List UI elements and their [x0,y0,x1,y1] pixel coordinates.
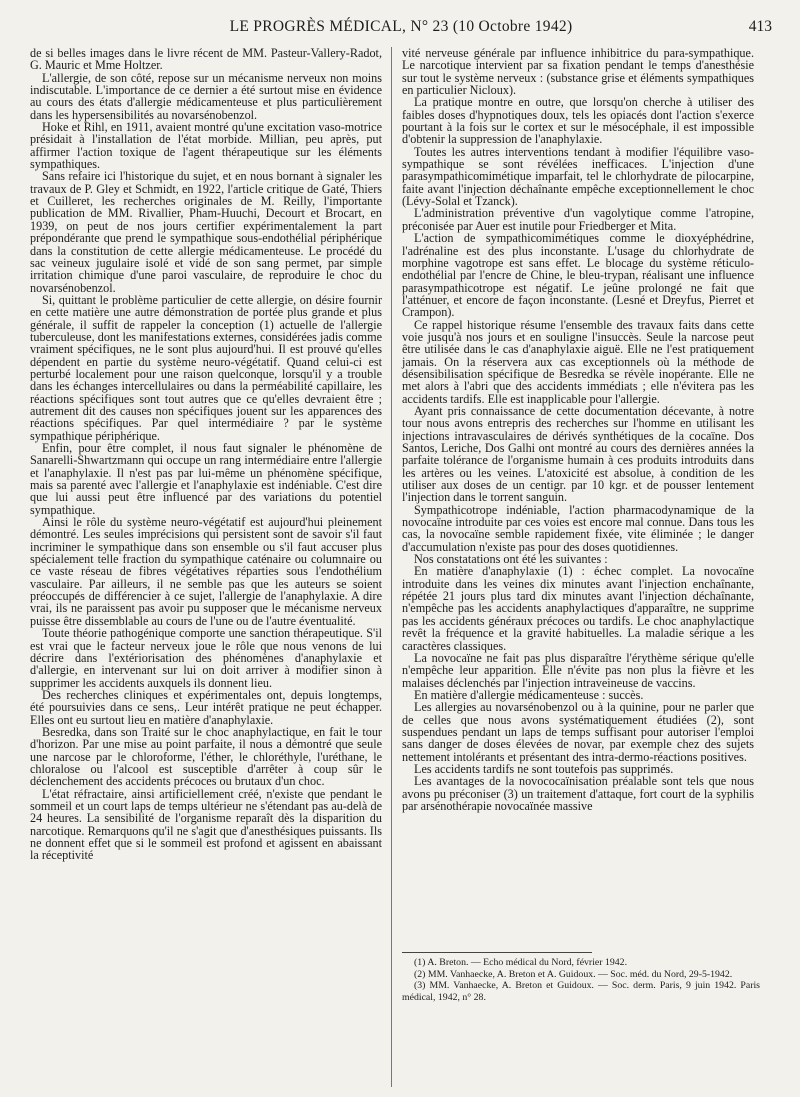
footnotes [402,957,760,1003]
paragraph: L'action de sympathicomimétiques comme le dioxyéphédrine, l'adrénaline est des plus inconstante. L'usage du chlorhydrate de morphine vagotrope est sans effet. Le blocage du système réticulo-endothélial par l'encre de Chine, le bleu-trypan, réalisant une influence parasympathicotrope est négatif. Le jeûne prolongé ne fait que l'atténuer, et encore de façon inconstante. (Lesné et Dreyfus, Pierret et Crampon). [402,231,754,320]
paragraph: Ce rappel historique résume l'ensemble des travaux faits dans cette voie jusqu'à nos jours et en souligne l'insuccès. Seule la narcose peut être utilisée dans le cas d'anaphylaxie aiguë. Elle ne l'est pratiquement jamais. On la réservera aux cas exceptionnels où la méthode de désensibilisation spécifique de Besredka se révèle inopérante. Elle ne met alors à l'abri que des accidents immédiats ; elle n'évitera pas les accidents tardifs. Elle est inapplicable pour l'allergie. [402,317,754,406]
paragraph: La pratique montre en outre, que lorsqu'on cherche à utiliser des faibles doses d'hypnotiques doux, tels les opiacés dont l'action s'exerce pourtant à la fois sur le cortex et sur le mésocéphale, il est impossible d'obtenir la suppression de l'anaphylaxie. [402,95,754,147]
paragraph: Nos constatations ont été les suivantes : [414,552,608,567]
paragraph: Toutes les autres interventions tendant à modifier l'équilibre vaso-sympathique se sont révélées inefficaces. L'injection d'une parasympathicomimétique imparfait, tel le chlorhydrate de pilocarpine, faite avant l'injection déchaînante empêche exceptionnellement le choc (Lévy-Solal et Tzanck). [402,144,754,209]
paragraph: En matière d'anaphylaxie (1) : échec complet. La novocaïne introduite dans les veines dix minutes avant l'injection enchaînante, répétée 21 jours plus tard dix minutes avant l'injection déchaînante, n'empêche pas les accidents anaphylactiques d'apparaître, ne supprime pas les accidents généraux précoces ou tardifs. Le choc anaphylactique revêt la fréquence et la gravité habituelles. La maladie sérique a les caractères classiques. [402,564,754,653]
paragraph: Si, quittant le problème particulier de cette allergie, on désire fournir en cette matière une autre démonstration de portée plus grande et plus générale, il suffit de rappeler la conception (1) actuelle de l'allergie tuberculeuse, dont les manifestations externes, considérées jadis comme vraiment spécifiques, ne le sont plus aujourd'hui. Il est prouvé qu'elles dépendent en partie du système neuro-végétatif. Quand celui-ci est perturbé localement pour une raison quelconque, lorsqu'il y a trouble dans les échanges intercellulaires ou dans la perméabilité capillaire, les réactions spécifiques sont tout autres que ce qu'elles devraient être ; autrement dit des causes non spécifiques jouent sur les apparences des réactions spécifiques. Par quel intermédiaire ? par le système sympathique périphérique. [30,292,382,443]
paragraph: Ainsi le rôle du système neuro-végétatif est aujourd'hui pleinement démontré. Les seules imprécisions qui persistent sont de savoir s'il faut incriminer le sympathique dans son ensemble ou s'il faut accuser plus spécialement telle fraction du sympathique caténaire ou columnaire ou ce vaste réseau de fibres végétatives réparties sous l'endothélium vasculaire. Par ailleurs, il ne semble pas que les auteurs se soient préoccupés de différencier à ce sujet, l'allergie de l'anaphylaxie. A dire vrai, ils ne paraissent pas avoir pu supposer que le mécanisme nerveux puisse être dissemblable au cours de l'une ou de l'autre éventualité. [30,515,382,628]
paragraph: L'état réfractaire, ainsi artificiellement créé, n'existe que pendant le sommeil et un court laps de temps ultérieur ne s'étendant pas au-delà de 24 heures. La sensibilité de l'organisme reparaît dès la disparition du narcotique. Remarquons qu'il ne s'agit que d'anesthésiques puissants. Ils ne donnent effet que si le sommeil est profond et agissent en abaissant la réceptivité [30,786,382,863]
paragraph: Toute théorie pathogénique comporte une sanction thérapeutique. S'il est vrai que le facteur nerveux joue le rôle que nous venons de lui décrire dans l'extériorisation des phénomènes d'anaphylaxie et d'allergie, en intervenant sur lui on doit arriver à modifier sinon à supprimer les accidents auxquels ils donnent lieu. [30,626,382,690]
page-number: 413 [748,18,772,35]
paragraph: Les avantages de la novococaïnisation préalable sont tels que nous avons pu préconiser (3) un traitement d'attaque, fort court de la syphilis par arsénothérapie novocaïnée massive [402,774,754,813]
paragraph: L'allergie, de son côté, repose sur un mécanisme nerveux non moins indiscutable. L'importance de ce dernier a été surtout mise en évidence au cours des états d'allergie médicamenteuse et plus particulièrement dans les hypersensibilités au novarsénobenzol. [30,70,382,122]
left-column [30,47,382,862]
paragraph: Les allergies au novarsénobenzol ou à la quinine, pour ne parler que de celles que nous avons systématiquement étudiées (2), sont suspendues pendant un laps de temps suffisant pour autoriser l'emploi sans danger de doses élevées de novar, par exemple chez des sujets nettement intolérants et présentant des intra-dermo-réactions positives. [402,700,754,764]
paragraph: Sans refaire ici l'historique du sujet, et en nous bornant à signaler les travaux de P. Gley et Schmidt, en 1922, l'article critique de Gaté, Thiers et Cuilleret, les recherches originales de M. Reilly, l'importante publication de MM. Rivallier, Pham-Huuchi, Decourt et Brocart, en 1939, on peut de nos jours certifier expérimentalement la part prépondérante que prend le sympathique sous-endothélial périphérique dans la constitution de cette allergie médicamenteuse. Le procédé du sac veineux jugulaire isolé et vidé de son sang permet, par simple irritation chimique d'une paroi vasculaire, de reproduire le choc du novarsénobenzol. [30,169,382,295]
paragraph: En matière d'allergie médicamenteuse : succès. [414,687,644,702]
right-column [402,47,754,812]
paragraph: Hoke et Rihl, en 1911, avaient montré qu'une excitation vaso-motrice présidait à l'installation de l'état morbide. Millian, peu après, put affirmer l'action toxique de l'agent thérapeutique sur les éléments sympathiques. [30,120,382,172]
paragraph: Besredka, dans son Traité sur le choc anaphylactique, en fait le tour d'horizon. Par une mise au point parfaite, il nous a démontré que seule une narcose par le chloroforme, l'éther, le chloréthyle, l'uréthane, le chloralose ou l'alcool est susceptible d'arrêter à coup sûr le déclenchement des accidents précoces ou brutaux d'un choc. [30,724,382,789]
paragraph: Ayant pris connaissance de cette documentation décevante, à notre tour nous avons entrepris des recherches sur l'homme en utilisant les injections intravasculaires de dérivés synthétiques de la cocaïne. Dos Santos, Leriche, Dos Galhi ont montré au cours des dernières années la parfaite tolérance de l'organisme humain à ces produits introduits dans les artères ou les veines. L'atoxicité est absolue, à condition de les utiliser aux doses de un centigr. par 10 kgr. et de pousser lentement l'injection dans le torrent sanguin. [402,403,754,505]
column-divider [391,47,392,1087]
paragraph: vité nerveuse générale par influence inhibitrice du para-sympathique. Le narcotique intervient par sa fixation pendant le temps d'anesthésie sur tout le système nerveux : (substance grise et éléments sympathiques en particulier Nicloux). [402,46,754,98]
running-header [30,14,772,40]
paragraph: L'administration préventive d'un vagolytique comme l'atropine, préconisée par Auer est inutile pour Friedberger et Mita. [402,206,754,233]
paragraph: La novocaïne ne fait pas plus disparaître l'érythème sérique qu'elle n'empêche leur apparition. Elle n'évite pas non plus la fièvre et les malaises déclenchés par l'injection intraveineuse de vaccins. [402,650,754,690]
footnote: (3) MM. Vanhaecke, A. Breton et Guidoux. — Soc. derm. Paris, 9 juin 1942. Paris médical, 1942, n° 28. [402,980,760,1003]
footnote-rule [402,952,592,953]
journal-title: LE PROGRÈS MÉDICAL, N° 23 (10 Octobre 1942) [229,18,573,35]
paragraph: Enfin, pour être complet, il nous faut signaler le phénomène de Sanarelli-Shwartzmann qui occupe un rang intermédiaire entre l'allergie et l'anaphylaxie. Il n'est pas par lui-même un phénomène spécifique, mais sa parenté avec l'allergie et l'anaphylaxie est indéniable. C'est dire que lui aussi peut être influencé par des variations du potentiel sympathique. [30,441,382,517]
paragraph: Les accidents tardifs ne sont toutefois pas supprimés. [414,761,674,776]
footnote: (2) MM. Vanhaecke, A. Breton et A. Guidoux. — Soc. méd. du Nord, 29-5-1942. [414,968,733,980]
footnote: (1) A. Breton. — Echo médical du Nord, février 1942. [414,957,628,968]
paragraph: Des recherches cliniques et expérimentales ont, depuis longtemps, été poursuivies dans ce sens,. Leur intérêt pratique ne peut échapper. Elles ont eu surtout lieu en matière d'anaphylaxie. [30,687,382,727]
paragraph: de si belles images dans le livre récent de MM. Pasteur-Vallery-Radot, G. Mauric et Mme Holtzer. [30,46,382,73]
paragraph: Sympathicotrope indéniable, l'action pharmacodynamique de la novocaïne introduite par ces voies est encore mal connue. Dans tous les cas, la novocaïne semble rapidement fixée, vite éliminée ; le danger d'accumulation n'existe pas pour des doses quotidiennes. [402,502,754,554]
